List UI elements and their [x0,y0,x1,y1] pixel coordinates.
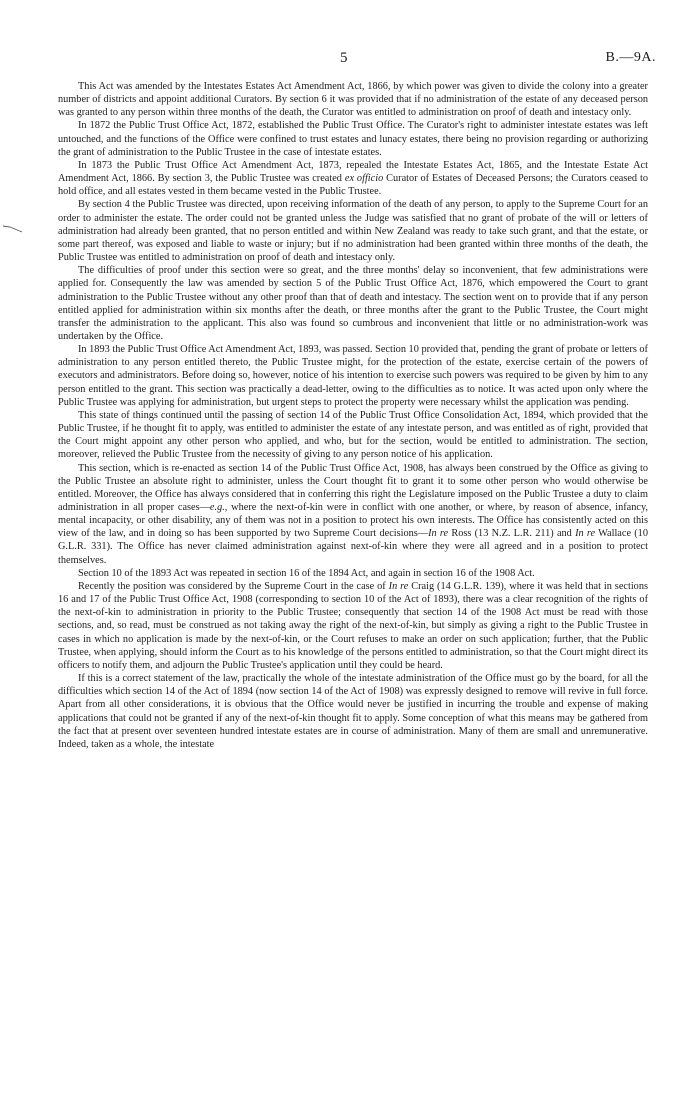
paragraph: This state of things continued until the passing of section 14 of the Public Trust Office Consolidation Act, 1894, which provided that the Public Trustee, if he thought fit to apply, was entitled to administer the estate of any intestate person, and was entitled as of right, provided that the Court might appoint any other person who applied, and who, but for the section, would be entitled to administration. The section, moreover, relieved the Public Trustee from the necessity of giving to any person notice of his application. [58,409,648,461]
paragraph: By section 4 the Public Trustee was directed, upon receiving information of the death of any person, to apply to the Supreme Court for an order to administer the estate. The order could not be granted unless the Judge was satisfied that no grant of probate of the will or letters of administration had already been granted, that no person entitled and within New Zealand was ready to take such grant, and that the estate, or some part thereof, was exposed and liable to waste or injury; but if no administration had been granted within three months of the death, the Public Trustee was entitled to administration on proof of death and intestacy only. [58,199,648,264]
paragraph: In 1893 the Public Trust Office Act Amendment Act, 1893, was passed. Section 10 provided that, pending the grant of probate or letters of administration to any person entitled thereto, the Public Trustee might, for the protection of the estate, exercise certain of the powers of executors and administrators. Before doing so, however, notice of his intention to exercise such powers was required to be given by him to any person entitled to the grant. This section was practically a dead-letter, owing to the difficulties as to notice. It was acted upon only where the Public Trustee was applying for administration, but urgent steps to protect the property were necessary whilst the application was pending. [58,344,648,408]
margin-pen-mark [2,224,24,234]
paragraph: This Act was amended by the Intestates Estates Act Amendment Act, 1866, by which power was given to divide the colony into a greater number of districts and appoint additional Curators. By section 6 it was provided that if no administration of the estate of any deceased person was granted to any person within three months of the death, the Curator was entitled to administration on proof of death and intestacy only. [58,81,648,119]
paragraph: In 1873 the Public Trust Office Act Amendment Act, 1873, repealed the Intestate Estates Act, 1865, and the Intestate Estate Act Amendment Act, 1866. By section 3, the Public Trustee was created ex officio Curator of Estates of Deceased Persons; the Curators ceased to hold office, and all estates vested in them became vested in the Public Trustee. [58,159,648,198]
paragraph: Recently the position was considered by the Supreme Court in the case of In re Craig (14 G.L.R. 139), where it was held that in sections 16 and 17 of the Public Trust Office Act, 1908 (corresponding to section 10 of the Act of 1893), there was a clear recognition of the rights of the next-of-kin to administration in priority to the Public Trustee; consequently that section 14 of the 1908 Act must be read with those sections, and, so read, must be construed as not taking away the right of the next-of-kin, but simply as giving a right to the Public Trustee in cases in which no application is made by the next-of-kin, or the Court refuses to make an order on such application; further, that the Public Trustee, when applying, should inform the Court as to his knowledge of the persons entitled to administration, so that the Court might direct its officers to notify them, and adjourn the Public Trustee's application until they could be heard. [58,580,648,671]
paragraph: If this is a correct statement of the law, practically the whole of the intestate administration of the Office must go by the board, for all the difficulties which section 14 of the Act of 1894 (now section 14 of the Act of 1908) was expressly designed to remove will revive in full force. Apart from all other considerations, it is obvious that the Office would never be justified in incurring the trouble and expense of making applications that could not be granted if any of the next-of-kin thought fit to apply. Some conception of what this means may be gathered from the fact that at present over seventeen hundred intestate estates are in course of administration. Many of them are small and unremunerative. Indeed, taken as a whole, the intestate [58,673,648,750]
paragraph: This section, which is re-enacted as section 14 of the Public Trust Office Act, 1908, has always been construed by the Office as giving to the Public Trustee an absolute right to administer, unless the Court thought fit to grant it to some other person who would otherwise be entitled. Moreover, the Office has always considered that in conferring this right the Legislature imposed on the Public Trustee a duty to claim administration in all proper cases—e.g., where the next-of-kin were in conflict with one another, or where, by reason of absence, infancy, mental incapacity, or other disability, any of them was not in a position to protect his own interests. The Office has consistently acted on this view of the law, and in doing so has been supported by two Supreme Court decisions—In re Ross (13 N.Z. L.R. 211) and In re Wallace (10 G.L.R. 331). The Office has never claimed administration against next-of-kin where they were all agreed and in a position to protect themselves. [58,462,649,566]
body-text [58,80,648,751]
paragraph: In 1872 the Public Trust Office Act, 1872, established the Public Trust Office. The Curator's right to administer intestate estates was left untouched, and the functions of the Office were confined to trust estates and lunacy estates, there being no provision regarding or authorizing the grant of administration to the Public Trustee in the case of intestate estates. [58,120,648,158]
document-reference: B.—9A. [605,50,656,65]
page-number: 5 [340,50,348,66]
paragraph: Section 10 of the 1893 Act was repeated in section 16 of the 1894 Act, and again in section 16 of the 1908 Act. [78,567,535,579]
paragraph: The difficulties of proof under this section were so great, and the three months' delay so inconvenient, that few administrations were applied for. Consequently the law was amended by section 5 of the Public Trust Office Act, 1876, which empowered the Court to grant administration to the Public Trustee without any other proof than that of death and intestacy. The section went on to provide that if any person entitled applied for administration within six months after the death, or three months after the grant to the Public Trustee, the Court might transfer the administration to the applicant. This also was found so cumbrous and inconvenient that little or no administration-work was undertaken by the Office. [58,265,648,342]
